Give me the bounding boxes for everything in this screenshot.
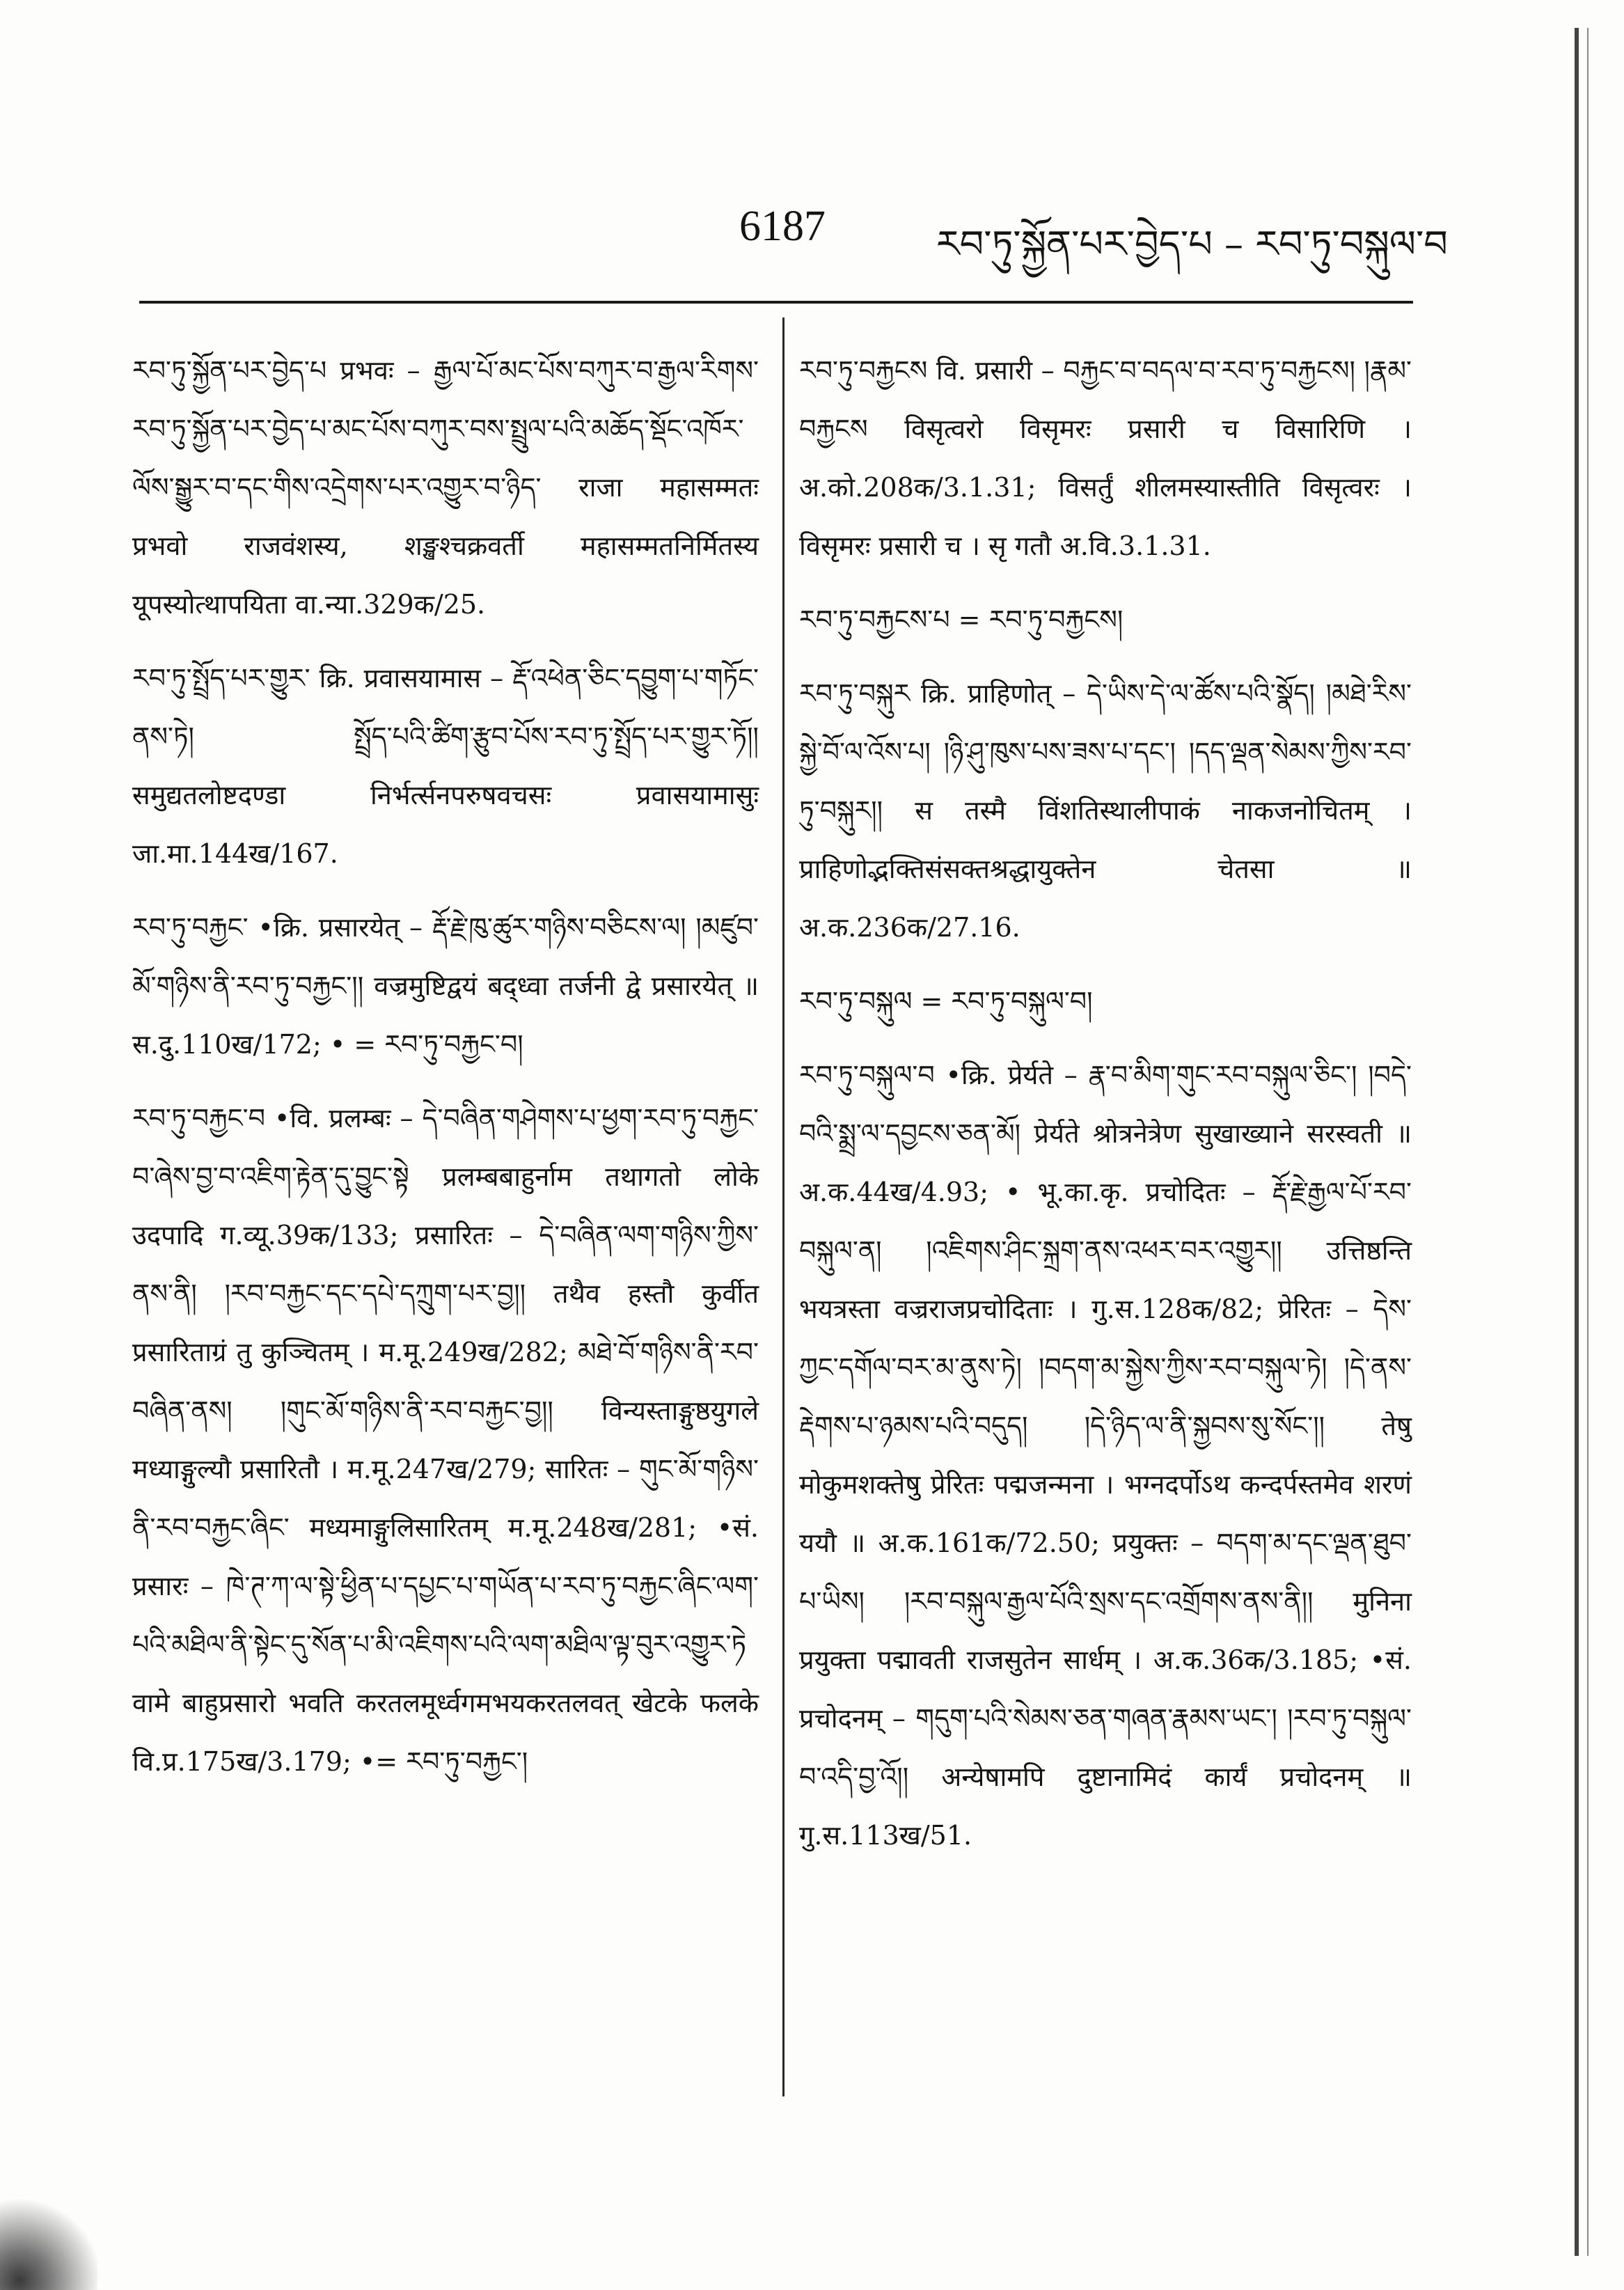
page-edge-shadow <box>1575 28 1579 2256</box>
entry-pravasayamasa: རབ་ཏུ་སྤྲོད་པར་གྱུར་ क्रि. प्रवासयामास – རྡོ་འཕེན་ཅིང་དབྱུག་པ་གཏོང་ནས་ཏེ། སྤྲོད་པའི་ཚིག་རྩུབ་པོས་རབ་ཏུ་སྤྲོད་པར་གྱུར་ཏོ།། समुद्यतलोष्टदण्डा निर्भर्त्सनपरुषवचसः प्रवासयामासुः जा.मा.144ख/167. <box>132 663 759 869</box>
right-column <box>799 341 1412 1880</box>
entry-cross-ref-1: རབ་ཏུ་བརྐྱངས་པ = རབ་ཏུ་བརྐྱངས། <box>799 604 1124 635</box>
entry-cross-ref-2: རབ་ཏུ་བསྐུལ = རབ་ཏུ་བསྐུལ་བ། <box>799 986 1093 1017</box>
entry-prabhava: རབ་ཏུ་སྐྱོན་པར་བྱེད་པ प्रभवः – རྒྱལ་པོ་མང་པོས་བཀུར་བ་རྒྱལ་རིགས་རབ་ཏུ་སྐྱོན་པར་བྱེད་པ་མང་པོས་བཀུར་བས་སྤྲུལ་པའི་མཆོད་སྡོང་འཁོར་ལོས་སྒྱུར་བ་དང་གིས་འདྲེགས་པར་འགྱུར་བ་ཉིད་ राजा महासम्मतः प्रभवो राजवंशस्य, शङ्खश्चक्रवर्ती महासम्मतनिर्मितस्य यूपस्योत्थापयिता वा.न्या.329क/25. <box>132 355 759 620</box>
running-head: རབ་ཏུ་སྐྱོན་པར་བྱེད་པ – རབ་ཏུ་བསྐུལ་བ <box>936 222 1448 266</box>
page-number: 6187 <box>739 203 826 250</box>
scan-smudge <box>0 2193 97 2290</box>
left-column <box>132 341 759 1806</box>
entry-prasarayet: རབ་ཏུ་བརྐྱང་ •क्रि. प्रसारयेत् – རྡོ་རྗེ་ཁུ་ཚུར་གཉིས་བཅིངས་ལ། །མཛུབ་མོ་གཉིས་ནི་རབ་ཏུ་བརྐྱང་།། वज्रमुष्टिद्वयं बद्ध्वा तर्जनी द्वे प्रसारयेत् ॥ स.दु.110ख/172; • = རབ་ཏུ་བརྐྱང་བ། <box>132 912 759 1060</box>
entry-preryate: རབ་ཏུ་བསྐུལ་བ •क्रि. प्रेर्यते – རྣ་བ་མིག་གུང་རབ་བསྐུལ་ཅིང་། །བདེ་བའི་སྨྲ་ལ་དབྱངས་ཅན་མོ། प्रेर्यते श्रोत्रनेत्रेण सुखाख्याने सरस्वती ॥ अ.क.44ख/4.93; • भू.का.कृ. प्रचोदितः – རྡོ་རྗེ་རྒྱལ་པོ་རབ་བསྐུལ་ན། །འཇིགས་ཤིང་སྐྲག་ནས་འཕར་བར་འགྱུར།། उत्तिष्ठन्ति भयत्रस्ता वज्रराजप्रचोदिताः । गु.स.128क/82; प्रेरितः – དེས་ཀྱང་དགོལ་བར་མ་ནུས་ཏེ། །བདག་མ་སྐྱེས་ཀྱིས་རབ་བསྐུལ་ཏེ། །དེ་ནས་རྡེགས་པ་ཉམས་པའི་བདུད། །དེ་ཉིད་ལ་ནི་སྐྱབས་སུ་སོང་།། तेषु मोकुमशक्तेषु प्रेरितः पद्मजन्मना । भग्नदर्पोऽथ कन्दर्पस्तमेव शरणं ययौ ॥ अ.क.161क/72.50; प्रयुक्तः – བདག་མ་དང་ལྡན་ཐུབ་པ་ཡིས། །རབ་བསྐུལ་རྒྱལ་པོའི་སྲས་དང་འགྲོགས་ནས་ནི།། मुनिना प्रयुक्ता पद्मावती राजसुतेन सार्धम् । अ.क.36क/3.185; •सं. प्रचोदनम् – གདུག་པའི་སེམས་ཅན་གཞན་རྣམས་ཡང་། །རབ་ཏུ་བསྐུལ་བ་འདི་བྱ་འོ།། अन्येषामपि दुष्टानामिदं कार्यं प्रचोदनम् ॥ गु.स.113ख/51. <box>799 1060 1412 1851</box>
column-divider <box>782 317 785 2096</box>
entry-pralamba: རབ་ཏུ་བརྐྱང་བ •वि. प्रलम्बः – དེ་བཞིན་གཤེགས་པ་ཕྱག་རབ་ཏུ་བརྐྱང་བ་ཞེས་བྱ་བ་འཇིག་རྟེན་དུ་བྱུང་སྟེ प्रलम्बबाहुर्नाम तथागतो लोके उदपादि ग.व्यू.39क/133; प्रसारितः – དེ་བཞིན་ལག་གཉིས་ཀྱིས་ནས་ནི། །རབ་བརྐྱང་དང་དཔེ་དཀྲུག་པར་བྱ།། तथैव हस्तौ कुर्वीत प्रसारिताग्रं तु कुञ्चितम् । म.मू.249ख/282; མཐེ་བོ་གཉིས་ནི་རབ་བཞིན་ནས། །གུང་མོ་གཉིས་ནི་རབ་བརྐྱང་བྱ།། विन्यस्ताङ्गुष्ठयुगले मध्याङ्गुल्यौ प्रसारितौ । म.मू.247ख/279; सारितः – གུང་མོ་གཉིས་ནི་རབ་བརྐྱང་ཞིང་ मध्यमाङ्गुलिसारितम् म.मू.248ख/281; •सं. प्रसारः – ཁེ་ཊ་ཀ་ལ་སྟེ་ཕྱིན་པ་དཔྱང་པ་གཡོན་པ་རབ་ཏུ་བརྐྱང་ཞིང་ལག་པའི་མཐིལ་ནི་སྟེང་དུ་སོན་པ་མི་འཇིགས་པའི་ལག་མཐིལ་ལྟ་བུར་འགྱུར་ཏེ वामे बाहुप्रसारो भवति करतलमूर्ध्वगमभयकरतलवत् खेटके फलके वि.प्र.175ख/3.179; •= རབ་ཏུ་བརྐྱང་། <box>132 1103 759 1777</box>
entry-prahinot: རབ་ཏུ་བསྐུར क्रि. प्राहिणोत् – དེ་ཡིས་དེ་ལ་ཚོས་པའི་སྣོད། །མཐེ་རིས་སྐྱེ་བོ་ལ་འོས་པ། །ཉི་ཤུ་ཁུས་པས་ཟས་པ་དང་། །དད་ལྡན་སེམས་ཀྱིས་རབ་ཏུ་བསྐུར།། स तस्मै विंशतिस्थालीपाकं नाकजनोचितम् । प्राहिणोद्भक्तिसंसक्तश्रद्धायुक्तेन चेतसा ॥ अ.क.236क/27.16. <box>799 678 1412 943</box>
page-edge-line <box>1587 28 1588 2256</box>
header-rule <box>139 301 1413 304</box>
entry-prasari: རབ་ཏུ་བརྐྱངས वि. प्रसारी – བརྐྱང་བ་བདལ་བ་རབ་ཏུ་བརྐྱངས། །རྣམ་བརྐྱངས विसृत्वरो विसृमरः प्रसारी च विसारिणि । अ.को.208क/3.1.31; विसर्तुं शीलमस्यास्तीति विसृत्वरः । विसृमरः प्रसारी च । सृ गतौ अ.वि.3.1.31. <box>799 355 1412 561</box>
